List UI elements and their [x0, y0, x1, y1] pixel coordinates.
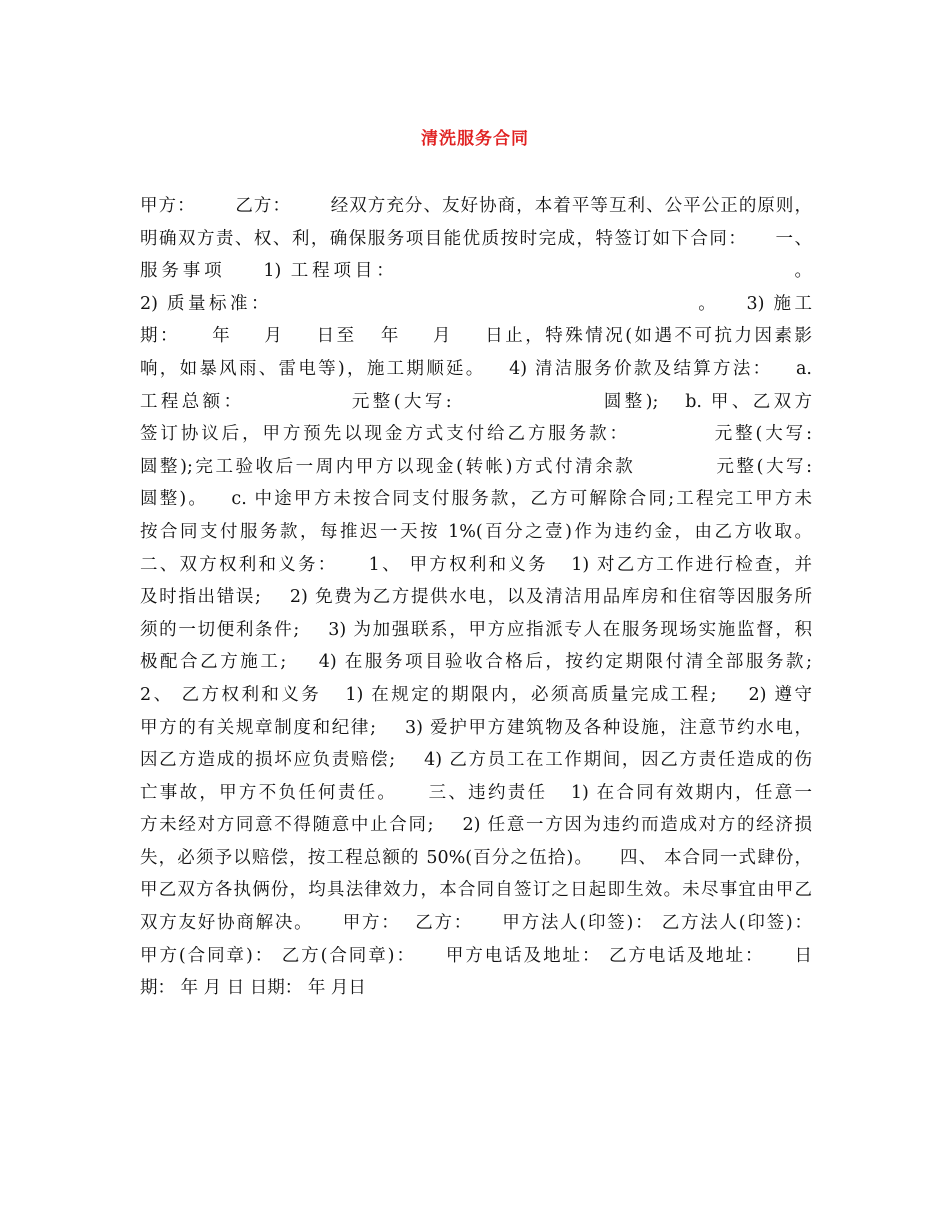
contract-line: 及时指出错误; 2) 免费为乙方提供水电，以及清洁用品库房和住宿等因服务所: [140, 587, 812, 608]
contract-line: 双方友好协商解决。 甲方： 乙方： 甲方法人(印签)： 乙方法人(印签)：: [140, 913, 812, 934]
contract-line: 二、双方权利和义务： 1、 甲方权利和义务 1) 对乙方工作进行检查，并: [140, 554, 812, 575]
contract-line: 工程总额： 元整(大写: 圆整); b. 甲、乙双方: [140, 391, 812, 412]
contract-line: 期： 年 月 日 日期： 年 月日: [140, 978, 366, 999]
contract-line: 服务事项 1) 工程项目： 。: [140, 261, 812, 282]
document-title: 清洗服务合同: [421, 129, 529, 149]
contract-line: 亡事故，甲方不负任何责任。 三、违约责任 1) 在合同有效期内，任意一: [140, 782, 812, 803]
contract-line: 甲乙双方各执俩份，均具法律效力，本合同自签订之日起即生效。未尽事宜由甲乙: [140, 880, 812, 901]
contract-line: 极配合乙方施工; 4) 在服务项目验收合格后，按约定期限付清全部服务款;: [140, 652, 812, 673]
contract-line: 甲方的有关规章制度和纪律; 3) 爱护甲方建筑物及各种设施，注意节约水电，: [140, 717, 812, 738]
contract-line: 按合同支付服务款，每推迟一天按 1%(百分之壹)作为违约金，由乙方收取。: [140, 521, 812, 542]
contract-line: 圆整)。 c. 中途甲方未按合同支付服务款，乙方可解除合同;工程完工甲方未: [140, 489, 812, 510]
contract-line: 明确双方责、权、利，确保服务项目能优质按时完成，特签订如下合同： 一、: [140, 228, 812, 249]
contract-line: 因乙方造成的损坏应负责赔偿; 4) 乙方员工在工作期间，因乙方责任造成的伤: [140, 750, 812, 771]
contract-line: 签订协议后，甲方预先以现金方式支付给乙方服务款： 元整(大写:: [140, 424, 812, 445]
contract-line: 失，必须予以赔偿，按工程总额的 50%(百分之伍拾)。 四、 本合同一式肆份，: [140, 847, 812, 868]
contract-line: 圆整);完工验收后一周内甲方以现金(转帐)方式付清余款 元整(大写:: [140, 456, 812, 477]
contract-line: 期： 年 月 日至 年 月 日止，特殊情况(如遇不可抗力因素影: [140, 326, 812, 347]
contract-body: [140, 190, 812, 1005]
contract-line: 2) 质量标准： 。 3) 施工: [140, 293, 812, 314]
contract-line: 甲方： 乙方： 经双方充分、友好协商，本着平等互利、公平公正的原则，: [140, 196, 812, 216]
contract-line: 2、 乙方权利和义务 1) 在规定的期限内，必须高质量完成工程; 2) 遵守: [140, 684, 812, 705]
contract-line: 甲方(合同章)： 乙方(合同章)： 甲方电话及地址： 乙方电话及地址： 日: [140, 945, 812, 966]
contract-line: 须的一切便利条件; 3) 为加强联系，甲方应指派专人在服务现场实施监督，积: [140, 619, 812, 640]
contract-line: 方未经对方同意不得随意中止合同; 2) 任意一方因为违约而造成对方的经济损: [140, 815, 812, 836]
contract-line: 响，如暴风雨、雷电等)，施工期顺延。 4) 清洁服务价款及结算方法： a.: [140, 358, 812, 379]
